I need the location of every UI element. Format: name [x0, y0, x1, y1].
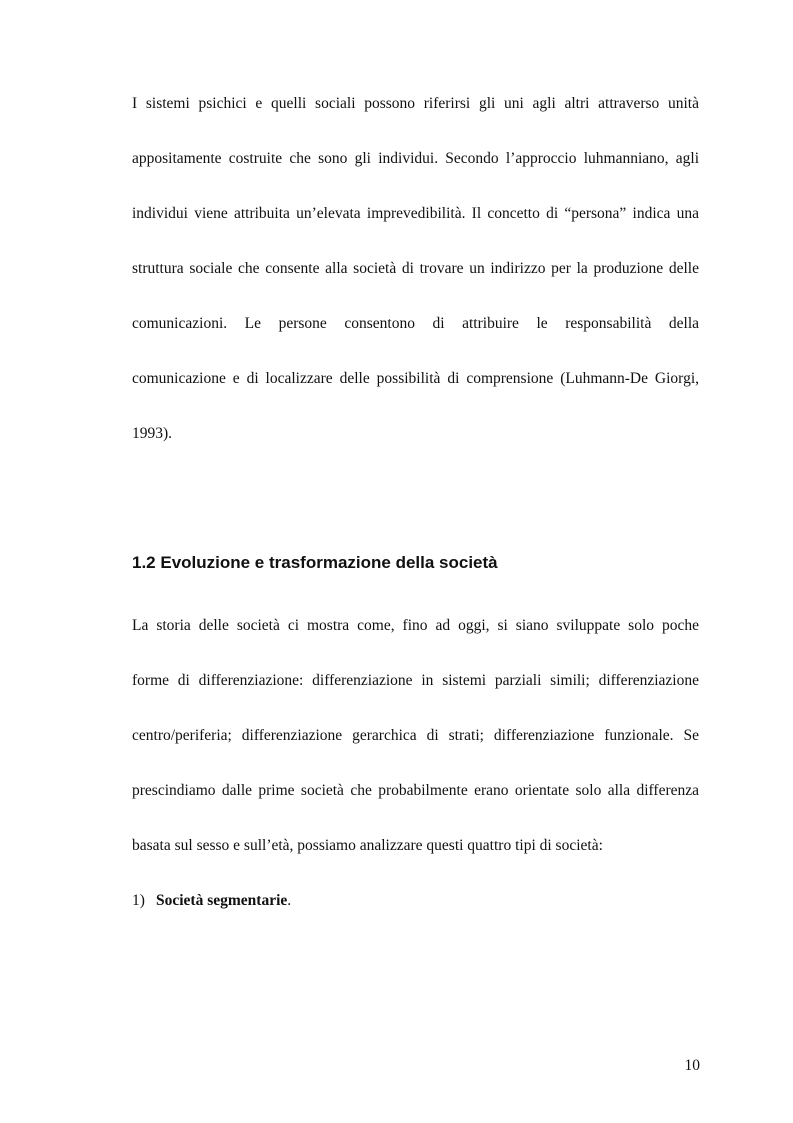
list-item-number: 1) [132, 892, 145, 909]
list-item-suffix: . [287, 892, 292, 909]
list-item-term: Società segmentarie [156, 892, 288, 909]
page-number: 10 [684, 1057, 700, 1074]
paragraph-line: basata sul sesso e sull’età, possiamo analizzare questi quattro tipi di società: [132, 837, 603, 854]
paragraph-line: forme di differenziazione: differenziazione in sistemi parziali simili; differenziazione [132, 672, 699, 689]
paragraph-line: centro/periferia; differenziazione gerarchica di strati; differenziazione funzionale. Se [132, 727, 699, 744]
paragraph-line: I sistemi psichici e quelli sociali possono riferirsi gli uni agli altri attraverso unità [132, 95, 699, 112]
paragraph-line: prescindiamo dalle prime società che probabilmente erano orientate solo alla differenza [132, 782, 699, 799]
paragraph-line: comunicazioni. Le persone consentono di attribuire le responsabilità della [132, 315, 699, 332]
list-item [132, 891, 291, 911]
paragraph-line: struttura sociale che consente alla società di trovare un indirizzo per la produzione delle [132, 260, 699, 277]
section-heading: 1.2 Evoluzione e trasformazione della società [132, 553, 498, 572]
paragraph-line: comunicazione e di localizzare delle possibilità di comprensione (Luhmann-De Giorgi, [132, 370, 699, 387]
paragraph-line: individui viene attribuita un’elevata imprevedibilità. Il concetto di “persona” indica una [132, 205, 699, 222]
paragraph-line: appositamente costruite che sono gli individui. Secondo l’approccio luhmanniano, agli [132, 150, 699, 167]
paragraph-line: La storia delle società ci mostra come, fino ad oggi, si siano sviluppate solo poche [132, 617, 699, 634]
paragraph-line: 1993). [132, 425, 173, 442]
